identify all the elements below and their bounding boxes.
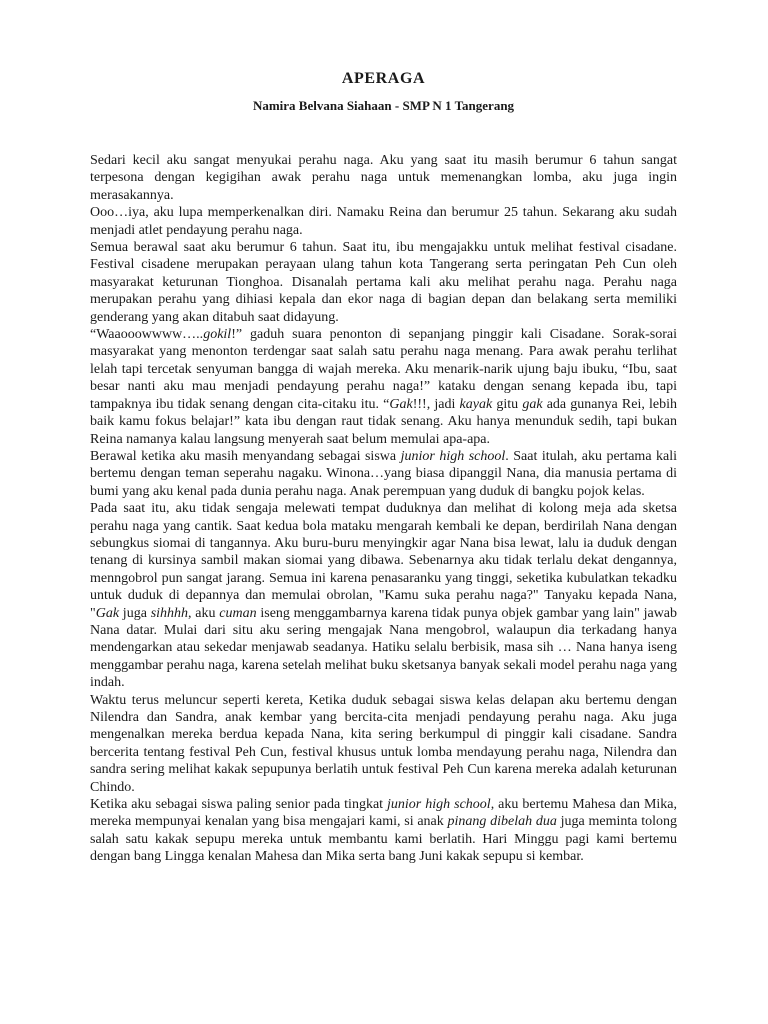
italic-text: cuman [219,605,257,621]
italic-text: sihhhh [150,605,189,621]
text-run: ada gunanya Rei, lebih baik kamu fokus belajar!” kata ibu dengan raut tidak senang. Aku hanya menunduk sedih, tapi bukan Reina namanya kalau langsung menyerah saat belum memulai apa-apa. [90,396,678,447]
text-run: , aku [188,605,220,621]
italic-text: Gak [389,396,413,412]
text-run: Semua berawal saat aku berumur 6 tahun. Saat itu, ibu mengajakku untuk melihat festival cisadane. Festival cisadene merupakan perayaan ulang tahun kota Tangerang serta peringatan Peh Cun oleh masyarakat keturunan Tionghoa. Disanalah pertama kali aku melihat perahu naga. Perahu naga merupakan perahu yang dihiasi kepala dan ekor naga di bagian depan dan belakang serta memiliki genderang yang akan ditabuh saat didayung. [90,240,677,325]
paragraph [90,152,677,204]
italic-text: gak [522,396,543,412]
text-run: Ketika aku sebagai siswa paling senior pada tingkat [90,797,388,813]
text-run: Ooo…iya, aku lupa memperkenalkan diri. Namaku Reina dan berumur 25 tahun. Sekarang aku sudah menjadi atlet pendayung perahu naga. [90,205,677,238]
text-run: juga meminta tolong salah satu kakak sepupu mereka untuk membantu kami berlatih. Hari Minggu pagi kami bertemu dengan bang Lingga kenalan Mahesa dan Mika serta bang Juni kakak sepupu si kembar. [90,814,677,865]
italic-text: kayak [459,396,493,412]
italic-text: pinang dibelah dua [447,814,557,830]
document-body [90,152,677,866]
text-run: Berawal ketika aku masih menyandang sebagai siswa [90,448,401,464]
text-run: juga [119,605,151,621]
text-run: !” gaduh suara penonton di sepanjang pinggir kali Cisadane. Sorak-sorai masyarakat yang menonton terdengar saat salah satu perahu naga menang. Para awak perahu terlihat lelah tapi tercetak senyuman bangga di wajah mereka. Aku menarik-narik ujung baju ibuku, “Ibu, saat besar nanti aku mau menjadi pendayung perahu naga!” kataku dengan senang kepada ibu, tapi tampaknya ibu tidak senang dengan cita-citaku itu. “ [90,327,677,412]
italic-text: junior high school [387,797,491,813]
text-run: “Waaooowwww….. [90,327,204,343]
italic-text: junior high school [400,448,506,464]
text-run: . Saat itulah, aku pertama kali bertemu dengan teman seperahu nagaku. Winona…yang biasa dipanggil Nana, dia manusia pertama di bumi yang aku kenal pada dunia perahu naga. Anak perempuan yang duduk di bangku pojok kelas. [90,448,678,499]
paragraph [90,204,677,239]
italic-text: Gak [95,605,120,621]
paragraph [90,796,677,866]
document-title: APERAGA [341,70,426,87]
text-run: Waktu terus meluncur seperti kereta, Ketika duduk sebagai siswa kelas delapan aku bertemu dengan Nilendra dan Sandra, anak kembar yang bercita-cita menjadi pendayung perahu naga. Aku juga mengenalkan mereka berdua kepada Nana, kita sering berkumpul di pinggir kali cisadane. Sandra bercerita tentang festival Peh Cun, festival khusus untuk lomba mendayung perahu naga, Nilendra dan sandra sering melihat kakak sepupunya berlatih untuk festival Peh Cun karena mereka adalah keturunan Chindo. [90,692,677,795]
paragraph [90,448,677,500]
paragraph [90,239,677,326]
paragraph [90,500,677,691]
italic-text: gokil [203,327,232,343]
text-run: iseng menggambarnya karena tidak punya objek gambar yang lain" jawab Nana datar. Mulai dari situ aku sering mengajak Nana mengobrol, walaupun dia terkadang hanya mendengarkan atau sekedar menjawab seadanya. Hatiku selalu berbisik, masa sih … Nana hanya iseng menggambar perahu naga, karena setelah melihat buku sketsanya banyak sekali model perahu naga yang indah. [90,605,678,691]
paragraph [90,326,677,448]
text-run: !!!, jadi [412,396,460,412]
text-run: Sedari kecil aku sangat menyukai perahu naga. Aku yang saat itu masih berumur 6 tahun sangat terpesona dengan kegigihan awak perahu naga untuk memenangkan lomba, aku juga ingin merasakannya. [90,153,677,203]
text-run: , aku bertemu Mahesa dan Mika, mereka mempunyai kenalan yang bisa mengajari kami, si anak [90,797,678,830]
text-run: gitu [492,396,523,412]
paragraph [90,692,677,796]
text-run: Pada saat itu, aku tidak sengaja melewati tempat duduknya dan melihat di kolong meja ada sketsa perahu naga yang cantik. Saat kedua bola mataku mengarah kembali ke depan, berdirilah Nana dengan sebungkus siomai di tangannya. Aku buru-buru menyingkir agar Nana bisa lewat, lalu ia duduk dengan tenang di kursinya sambil makan siomai yang dibawa. Sebenarnya aku tidak terlalu dekat dengannya, menngobrol pun sangat jarang. Semua ini karena penasaranku yang tinggi, seketika kubulatkan tekadku untuk duduk di depannya dan memulai obrolan, "Kamu suka perahu naga?" Tanyaku kepada Nana, " [90,501,677,621]
document-subtitle: Namira Belvana Siahaan - SMP N 1 Tangerang [252,98,515,113]
